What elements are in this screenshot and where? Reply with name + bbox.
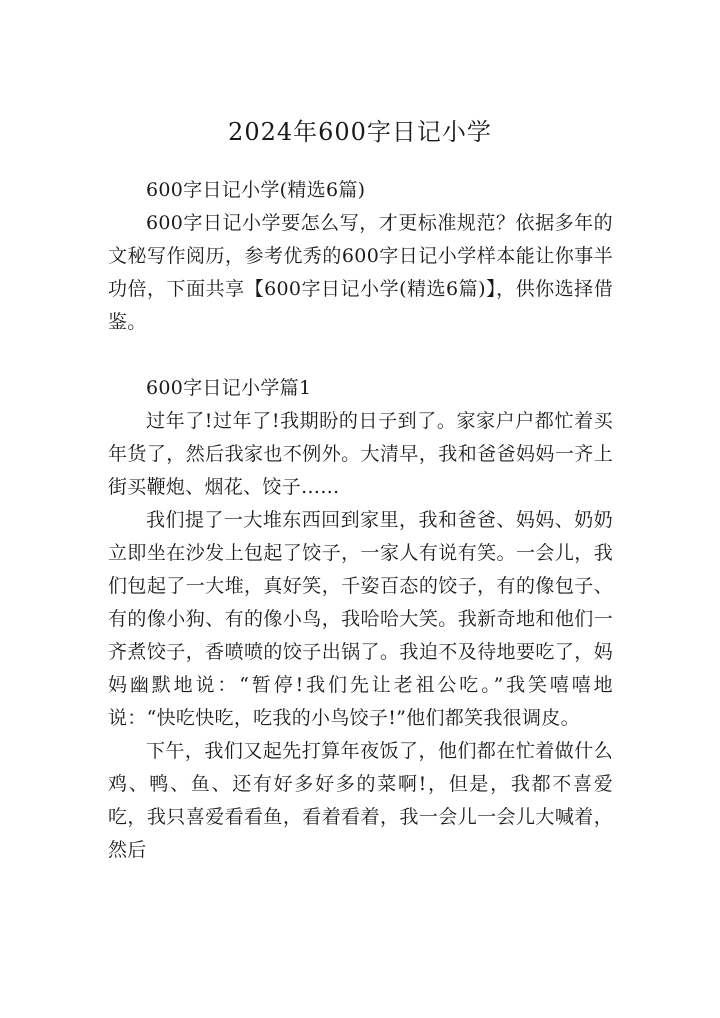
- body-paragraph: 我们提了一大堆东西回到家里，我和爸爸、妈妈、奶奶立即坐在沙发上包起了饺子，一家人有说有笑。一会儿，我们包起了一大堆，真好笑，千姿百态的饺子，有的像包子、有的像小狗、有的像小鸟，我哈哈大笑。我新奇地和他们一齐煮饺子，香喷喷的饺子出锅了。我迫不及待地要吃了，妈妈幽默地说：“暂停!我们先让老祖公吃。”我笑嘻嘻地说：“快吃快吃，吃我的小鸟饺子!”他们都笑我很调皮。: [108, 509, 613, 729]
- body-paragraph: 过年了!过年了!我期盼的日子到了。家家户户都忙着买年货了，然后我家也不例外。大清早，我和爸爸妈妈一齐上街买鞭炮、烟花、饺子……: [108, 410, 613, 498]
- subtitle-paragraph: 600字日记小学(精选6篇): [146, 179, 366, 201]
- intro-paragraph: 600字日记小学要怎么写，才更标准规范？依据多年的文秘写作阅历，参考优秀的600字日记小学样本能让你事半功倍，下面共享【600字日记小学(精选6篇)】，供你选择借鉴。: [108, 212, 613, 333]
- paragraph-spacer: [108, 339, 613, 372]
- body-paragraph: 下午，我们又起先打算年夜饭了，他们都在忙着做什么鸡、鸭、鱼、还有好多好多的菜啊!，但是，我都不喜爱吃，我只喜爱看看鱼，看着看着，我一会儿一会儿大喊着，然后: [108, 740, 613, 861]
- section-heading: 600字日记小学篇1: [146, 377, 312, 399]
- document-body: [108, 174, 613, 867]
- document-title: 2024年600字日记小学: [228, 118, 492, 146]
